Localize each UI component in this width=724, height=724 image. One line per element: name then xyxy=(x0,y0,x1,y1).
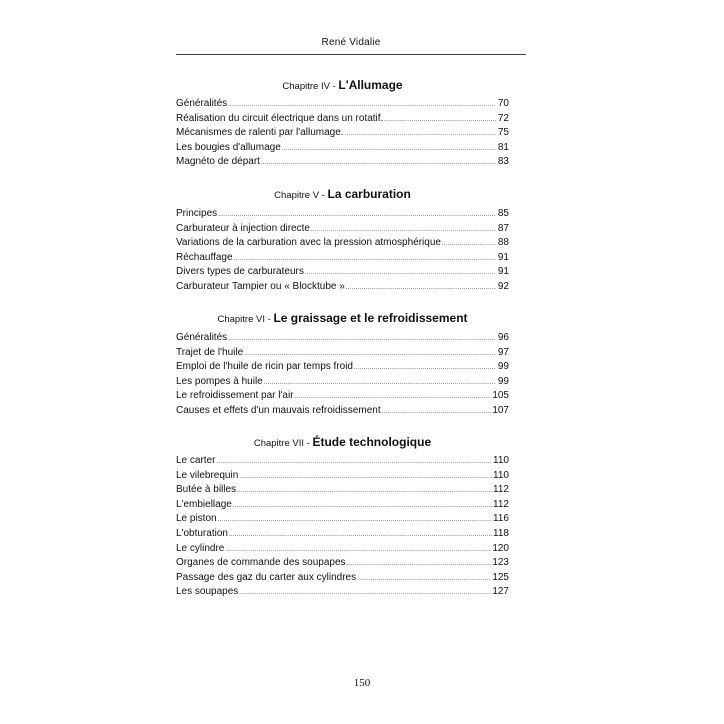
page-number: 150 xyxy=(353,677,371,689)
dot-leader xyxy=(216,455,492,470)
toc-entry[interactable] xyxy=(176,97,509,112)
toc-entry-label: Réalisation du circuit électrique dans un rotatif. xyxy=(176,112,384,124)
dot-leader xyxy=(384,113,496,128)
toc-entry[interactable] xyxy=(176,112,509,127)
toc-entry-page: 116 xyxy=(493,513,509,525)
toc-entry-page: 112 xyxy=(493,484,509,496)
toc-entry-label: L'obturation xyxy=(176,527,228,539)
toc-entry-page: 85 xyxy=(497,208,509,219)
toc-entry-page: 97 xyxy=(497,346,509,358)
toc-entry-page: 123 xyxy=(492,557,509,569)
toc-entry-label: Le piston xyxy=(176,513,217,525)
chapter-heading xyxy=(176,185,509,203)
chapter-separator: - xyxy=(264,314,274,325)
toc-entry[interactable] xyxy=(176,571,509,586)
toc-entry[interactable] xyxy=(176,527,509,542)
toc-entry-label: Butée à billes xyxy=(176,484,237,496)
dot-leader xyxy=(225,543,491,558)
dot-leader xyxy=(357,572,491,587)
toc-entry-page: 110 xyxy=(493,469,509,481)
chapter-number: Chapitre VI xyxy=(217,314,265,325)
dot-leader xyxy=(234,252,496,267)
toc-entry[interactable] xyxy=(176,155,509,170)
dot-leader xyxy=(382,405,492,420)
toc-entry[interactable] xyxy=(176,126,509,141)
dot-leader xyxy=(239,470,492,485)
toc-entry[interactable] xyxy=(176,404,509,419)
dot-leader xyxy=(228,332,496,347)
running-head-author: René Vidalie xyxy=(321,37,381,48)
toc-entry-page: 120 xyxy=(492,542,509,554)
dot-leader xyxy=(345,127,496,142)
toc-entry-label: Magnéto de départ xyxy=(176,156,260,168)
toc-entry[interactable] xyxy=(176,236,509,251)
toc-entry[interactable] xyxy=(176,585,509,600)
dot-leader xyxy=(237,484,492,499)
chapter-title: La carburation xyxy=(327,187,411,201)
chapter-title: Étude technologique xyxy=(312,435,432,449)
toc-entry-page: 91 xyxy=(497,266,509,278)
chapter-separator: - xyxy=(329,81,339,92)
toc-entry-page: 105 xyxy=(492,390,509,402)
toc-entry-label: Trajet de l'huile xyxy=(176,346,244,358)
dot-leader xyxy=(239,586,491,601)
toc-entry[interactable] xyxy=(176,222,509,237)
dot-leader xyxy=(311,223,496,238)
chapter-entries xyxy=(176,207,509,295)
toc-entry-page: 81 xyxy=(497,141,509,153)
toc-entry-label: Passage des gaz du carter aux cylindres xyxy=(176,571,357,583)
toc-entry-page: 96 xyxy=(497,332,509,343)
toc-entry[interactable] xyxy=(176,331,509,346)
toc-entry-page: 125 xyxy=(492,571,509,583)
toc-entry-label: Emploi de l'huile de ricin par temps froid xyxy=(176,361,353,373)
toc-entry[interactable] xyxy=(176,512,509,527)
toc-entry-label: Variations de la carburation avec la pression atmosphérique xyxy=(176,237,441,249)
toc-entry[interactable] xyxy=(176,498,509,513)
dot-leader xyxy=(229,528,492,543)
toc-entry-page: 92 xyxy=(497,280,509,292)
chapter-number: Chapitre VII xyxy=(253,438,305,449)
toc-entry[interactable] xyxy=(176,346,509,361)
toc-entry[interactable] xyxy=(176,483,509,498)
toc-entry[interactable] xyxy=(176,542,509,557)
dot-leader xyxy=(347,557,492,572)
dot-leader xyxy=(218,208,496,223)
toc-entry-label: Le carter xyxy=(176,455,216,466)
toc-entry-label: Le vilebrequin xyxy=(176,469,239,481)
toc-entry[interactable] xyxy=(176,141,509,156)
dot-leader xyxy=(346,281,496,296)
toc-entry-label: Causes et effets d'un mauvais refroidissement xyxy=(176,404,381,416)
chapter-entries xyxy=(176,331,509,419)
toc-entry-page: 87 xyxy=(497,222,509,234)
toc-entry-page: 70 xyxy=(497,98,509,109)
toc-entry-page: 99 xyxy=(497,375,509,387)
toc-entry-label: Carburateur Tampier ou « Blocktube » xyxy=(176,280,345,292)
toc-entry-label: L'embiellage xyxy=(176,498,232,510)
dot-leader xyxy=(244,347,496,362)
header-rule xyxy=(176,54,526,55)
dot-leader xyxy=(354,361,496,376)
chapter-entries xyxy=(176,454,509,600)
chapter-title: Le graissage et le refroidissement xyxy=(273,311,468,325)
dot-leader xyxy=(261,156,496,171)
toc-entry-page: 75 xyxy=(497,127,509,139)
toc-entry[interactable] xyxy=(176,469,509,484)
toc-entry-label: Organes de commande des soupapes xyxy=(176,557,346,569)
dot-leader xyxy=(305,266,496,281)
toc-entry[interactable] xyxy=(176,251,509,266)
dot-leader xyxy=(233,499,492,514)
toc-entry-label: Généralités xyxy=(176,98,228,109)
chapter-number: Chapitre IV xyxy=(282,81,330,92)
toc-entry-label: Le refroidissement par l'air xyxy=(176,390,294,402)
chapter-heading xyxy=(176,76,509,94)
toc-entry[interactable] xyxy=(176,454,509,469)
chapter-title: L'Allumage xyxy=(338,78,403,92)
toc-entry[interactable] xyxy=(176,360,509,375)
toc-entry-page: 99 xyxy=(497,361,509,373)
dot-leader xyxy=(295,390,492,405)
toc-entry-page: 88 xyxy=(497,237,509,249)
chapter-separator: - xyxy=(319,190,328,201)
dot-leader xyxy=(218,513,492,528)
toc-entry-label: Réchauffage xyxy=(176,251,233,263)
chapter-number: Chapitre V xyxy=(274,190,320,201)
toc-entry[interactable] xyxy=(176,556,509,571)
chapter-heading xyxy=(176,309,509,327)
dot-leader xyxy=(442,237,496,252)
toc-entry-label: Mécanismes de ralenti par l'allumage. xyxy=(176,127,344,139)
toc-entry-label: Carburateur à injection directe xyxy=(176,222,310,234)
toc-entry-label: Les bougies d'allumage xyxy=(176,141,281,153)
chapter-entries xyxy=(176,97,509,170)
toc-entry-label: Les pompes à huile xyxy=(176,375,263,387)
toc-entry[interactable] xyxy=(176,207,509,222)
toc-entry-page: 127 xyxy=(492,586,509,598)
chapter-heading xyxy=(176,433,509,451)
toc-entry-page: 72 xyxy=(497,112,509,124)
dot-leader xyxy=(228,98,496,113)
toc-entry-page: 91 xyxy=(497,251,509,263)
toc-entry-label: Le cylindre xyxy=(176,542,225,554)
chapter-separator: - xyxy=(304,438,313,449)
toc-entry[interactable] xyxy=(176,375,509,390)
dot-leader xyxy=(264,376,496,391)
toc-entry[interactable] xyxy=(176,389,509,404)
toc-entry[interactable] xyxy=(176,265,509,280)
toc-entry-page: 83 xyxy=(497,156,509,168)
toc-entry-label: Divers types de carburateurs xyxy=(176,266,304,278)
dot-leader xyxy=(282,142,496,157)
toc-entry-label: Généralités xyxy=(176,332,228,343)
toc-entry-page: 118 xyxy=(493,527,509,539)
toc-entry-label: Principes xyxy=(176,208,218,219)
toc-entry-label: Les soupapes xyxy=(176,586,239,598)
toc-entry-page: 112 xyxy=(493,498,509,510)
toc-entry[interactable] xyxy=(176,280,509,295)
toc-entry-page: 110 xyxy=(493,455,509,466)
toc-entry-page: 107 xyxy=(492,404,509,416)
